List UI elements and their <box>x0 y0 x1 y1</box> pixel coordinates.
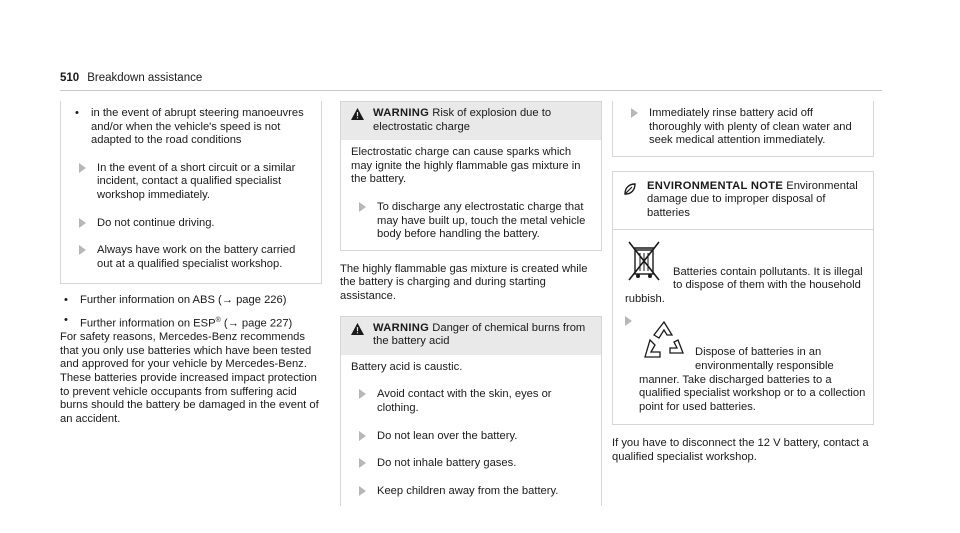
info-esp: • Further information on ESP® (→ page 227) <box>64 313 293 330</box>
page-ref-link[interactable]: page 226) <box>232 294 287 307</box>
warning-triangle-icon <box>351 323 364 335</box>
warning-box-explosion <box>340 101 602 251</box>
step-item: Avoid contact with the skin, eyes or clothing. <box>351 388 593 415</box>
step-arrow-icon <box>359 202 366 212</box>
step-arrow-icon <box>359 458 366 468</box>
column-2 <box>340 101 602 506</box>
info-abs: • Further information on ABS (→ page 226) <box>64 294 287 307</box>
column-3 <box>612 101 874 465</box>
env-label: ENVIRONMENTAL NOTE <box>647 179 784 192</box>
step-item: Always have work on the battery carried out at a qualified specialist workshop. <box>71 244 313 271</box>
environmental-note-box <box>612 171 874 426</box>
step-arrow-icon <box>359 389 366 399</box>
recycle-row <box>613 312 873 424</box>
crossed-bin-icon <box>625 238 665 282</box>
bullet-icon: • <box>64 313 68 326</box>
warning-title: Danger of chemical burns from the battery acid <box>373 321 586 348</box>
step-item: Do not inhale battery gases. <box>351 457 593 471</box>
step-arrow-icon <box>359 431 366 441</box>
warning-triangle-icon <box>351 108 364 120</box>
environment-leaf-icon <box>623 182 637 196</box>
recycle-icon <box>641 318 687 364</box>
step-item: Do not lean over the battery. <box>351 430 593 444</box>
bin-text: Batteries contain pollutants. It is illegal to dispose of them with the household rubbish. <box>625 265 863 305</box>
warning-box-acid <box>340 316 602 507</box>
bullet-icon: • <box>64 294 68 307</box>
step-item: Do not continue driving. <box>71 217 313 231</box>
step-arrow-icon <box>79 163 86 173</box>
safety-paragraph: For safety reasons, Mercedes-Benz recommends that you only use batteries which have been tested and approved for your vehicle by Mercedes-Benz. These batteries provide increased impact protection to prevent vehicle occupants from suffering acid burns should the battery be damaged in the event of an accident. <box>60 331 319 425</box>
bullet-icon: • <box>75 107 79 119</box>
section-title: Breakdown assistance <box>87 72 203 84</box>
warning-title: Risk of explosion due to electrostatic charge <box>373 107 552 133</box>
gas-paragraph: The highly flammable gas mixture is created while the battery is charging and during starting assistance. <box>340 262 588 302</box>
header-divider <box>60 90 882 91</box>
warning-continuation-box <box>612 101 874 157</box>
env-header <box>613 172 873 229</box>
step-arrow-icon <box>625 316 632 326</box>
warning-label: WARNING <box>373 321 430 334</box>
step-item: In the event of a short circuit or a similar incident, contact a qualified specialist workshop immediately. <box>71 162 313 203</box>
bin-row <box>613 230 873 307</box>
step-item: To discharge any electrostatic charge that may have built up, touch the metal vehicle body before handling the battery. <box>351 201 593 242</box>
step-arrow-icon <box>79 245 86 255</box>
step-arrow-icon <box>359 486 366 496</box>
page-ref-link[interactable]: page 227) <box>238 317 293 330</box>
warning-label: WARNING <box>373 107 430 119</box>
step-arrow-icon <box>631 108 638 118</box>
list-item: • in the event of abrupt steering manoeuvres and/or when the vehicle's speed is not adapted to the road conditions <box>75 107 304 147</box>
step-item: Immediately rinse battery acid off thoroughly with plenty of clean water and seek medical attention immediately. <box>623 107 865 148</box>
disconnect-paragraph: If you have to disconnect the 12 V battery, contact a qualified specialist workshop. <box>612 437 869 463</box>
step-item: Keep children away from the battery. <box>351 485 593 499</box>
page-header <box>60 72 202 86</box>
env-title: Environmental damage due to improper disposal of batteries <box>647 179 858 219</box>
warning-body: Battery acid is caustic. <box>351 360 463 373</box>
warning-body: Electrostatic charge can cause sparks which may ignite the highly flammable gas mixture in the battery. <box>351 146 581 186</box>
step-arrow-icon <box>79 218 86 228</box>
env-body <box>613 229 873 425</box>
page-number: 510 <box>60 72 80 84</box>
recycle-text: Dispose of batteries in an environmentally responsible manner. Take discharged batteries to a qualified specialist workshop or to a collection point for used batteries. <box>639 346 866 413</box>
column-1 <box>60 101 322 426</box>
warning-header <box>341 102 601 140</box>
warning-header <box>341 317 601 355</box>
warning-continuation-box <box>60 101 322 284</box>
